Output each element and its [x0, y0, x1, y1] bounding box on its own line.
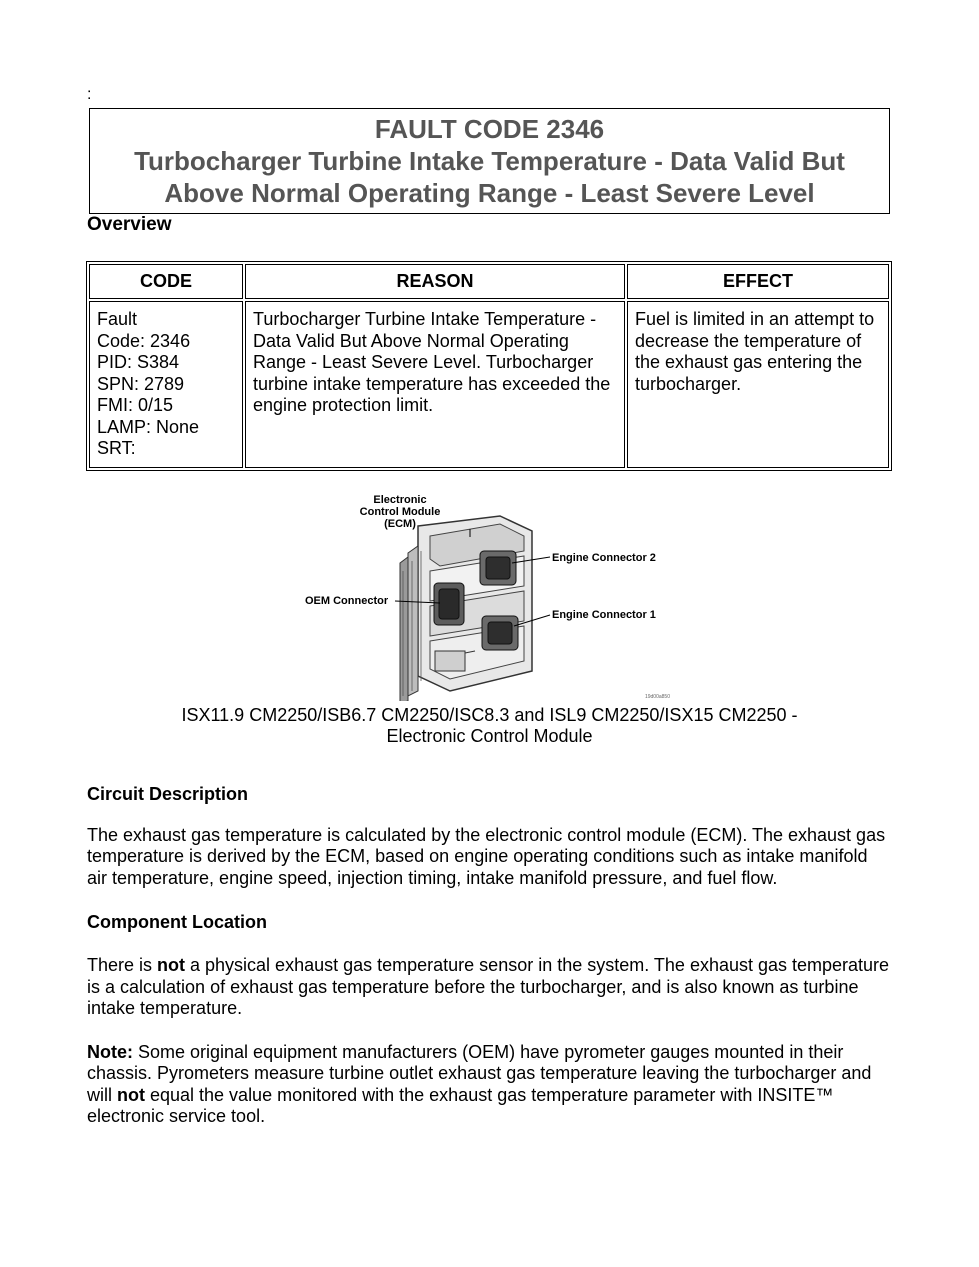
code-line-srt: SRT:	[97, 438, 136, 458]
leading-colon: :	[87, 86, 92, 103]
document-page	[87, 86, 892, 1128]
note-before: Some original equipment manufacturers (OEM) have pyrometer gauges mounted in their chassis. Pyrometers measure turbine outlet exhaust gas temperature leaving the turbocharger and will	[87, 1041, 872, 1105]
fault-title-line-2: Turbocharger Turbine Intake Temperature - Data Valid But	[134, 146, 845, 176]
fault-code-title: FAULT CODE 2346	[374, 114, 605, 144]
caption-line-2: Electronic Control Module	[386, 726, 593, 746]
header-code: CODE	[89, 264, 243, 299]
p1-bold: not	[157, 955, 186, 975]
ecm-label-line1: Electronic	[372, 493, 427, 506]
caption-line-1: ISX11.9 CM2250/ISB6.7 CM2250/ISC8.3 and ISL9 CM2250/ISX15 CM2250 -	[181, 704, 798, 725]
code-line-fault: Fault	[97, 309, 138, 329]
overview-heading: Overview	[87, 214, 172, 235]
ecm-label-line3: (ECM)	[383, 517, 416, 530]
ecm-diagram	[300, 491, 680, 701]
header-effect: EFFECT	[627, 264, 889, 299]
code-line-lamp: LAMP: None	[97, 416, 200, 437]
engine-connector-1-label: Engine Connector 1	[551, 608, 656, 621]
note-bold: not	[117, 1084, 145, 1105]
figure-id: 19d00a850	[644, 693, 670, 700]
fault-code-table	[86, 261, 892, 471]
code-cell	[89, 301, 243, 468]
oem-connector-label: OEM Connector	[304, 594, 388, 607]
table-row	[89, 301, 889, 468]
code-line-spn: SPN: 2789	[97, 373, 185, 394]
circuit-description-text: The exhaust gas temperature is calculated by the electronic control module (ECM). The exhaust gas temperature is derived by the ECM, based on engine operating conditions such as intake manifold air temperature, engine speed, injection timing, intake manifold pressure, and fuel flow.	[87, 824, 886, 888]
ecm-module-drawing	[400, 516, 532, 701]
fault-title-line-3: Above Normal Operating Range - Least Severe Level	[164, 178, 815, 208]
circuit-description-heading: Circuit Description	[87, 783, 249, 804]
note-paragraph	[87, 1042, 892, 1128]
p1-after: a physical exhaust gas temperature sensor in the system. The exhaust gas temperature is a calculation of exhaust gas temperature before the turbocharger, and is also known as turbine intake temperature.	[87, 955, 890, 1018]
engine-connector-1-shape	[482, 616, 518, 650]
effect-cell: Fuel is limited in an attempt to decrease the temperature of the exhaust gas entering the turbocharger.	[627, 301, 889, 468]
reason-cell: Turbocharger Turbine Intake Temperature - Data Valid But Above Normal Operating Range - Least Severe Level. Turbocharger turbine intake temperature has exceeded the engine protection limit.	[245, 301, 625, 468]
code-line-fmi: FMI: 0/15	[97, 395, 174, 415]
code-line-code: Code: 2346	[97, 330, 191, 351]
ecm-label-line2: Control Module	[359, 505, 440, 518]
component-location-heading: Component Location	[87, 912, 267, 932]
engine-connector-2-shape	[480, 551, 516, 585]
p1-before: There is	[87, 955, 158, 975]
note-after: equal the value monitored with the exhaust gas temperature parameter with INSITE™ electronic service tool.	[87, 1084, 834, 1126]
fault-title-box	[89, 108, 890, 214]
component-location-text	[87, 955, 892, 1020]
note-label: Note:	[87, 1041, 133, 1062]
oem-connector-shape	[434, 583, 464, 625]
ecm-figure	[87, 491, 892, 748]
header-reason: REASON	[245, 264, 625, 299]
figure-caption	[87, 705, 892, 748]
engine-connector-2-label: Engine Connector 2	[551, 551, 656, 564]
code-line-pid: PID: S384	[97, 352, 180, 372]
